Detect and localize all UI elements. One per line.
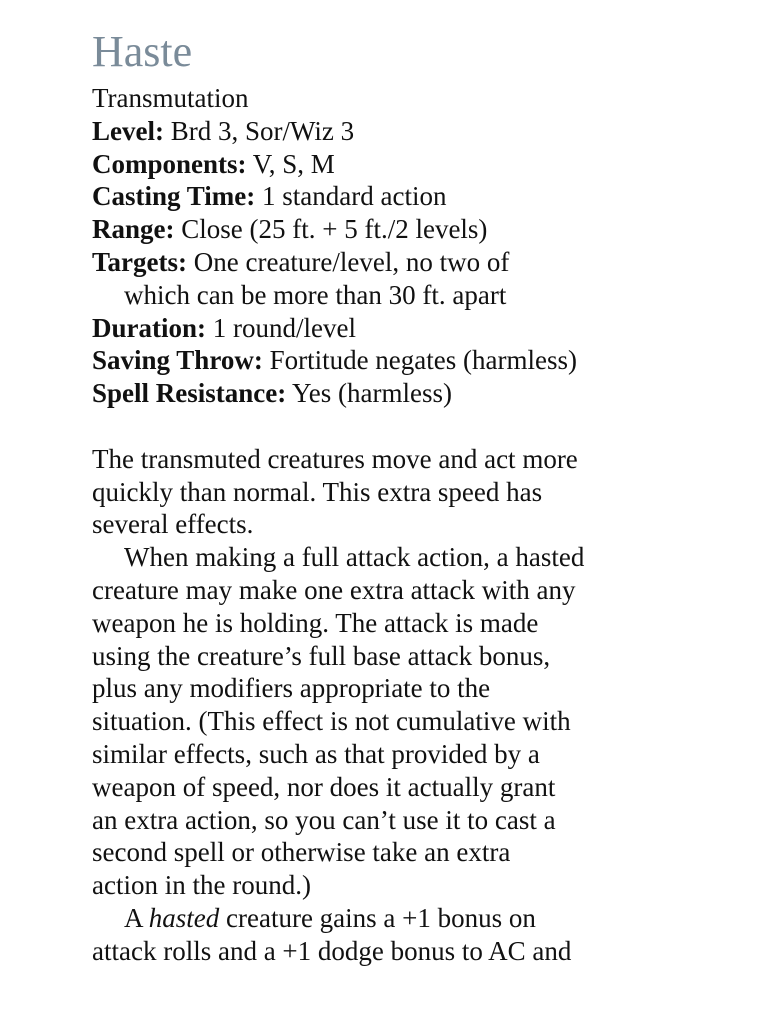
- text-line: action in the round.): [92, 870, 311, 901]
- stat-label: Range:: [92, 214, 175, 245]
- stat-range: [92, 213, 742, 246]
- stat-targets-continuation: which can be more than 30 ft. apart: [124, 279, 507, 310]
- paragraph-3: [92, 902, 742, 968]
- stat-value: 1 round/level: [206, 312, 356, 343]
- stat-casting-time: [92, 180, 742, 213]
- text-run: A: [124, 902, 149, 933]
- stat-value: Fortitude negates (harmless): [262, 345, 577, 376]
- stat-components: [92, 148, 742, 181]
- stat-label: Casting Time:: [92, 181, 256, 212]
- paragraph-2: [92, 541, 742, 902]
- stat-value: One creature/level, no two of: [187, 246, 510, 277]
- stat-label: Spell Resistance:: [92, 378, 287, 409]
- spell-name-italic: hasted: [148, 902, 220, 933]
- text-line: quickly than normal. This extra speed has: [92, 476, 543, 507]
- text-line: [92, 902, 742, 935]
- stat-value: V, S, M: [246, 148, 335, 179]
- stat-label: Saving Throw:: [92, 345, 263, 376]
- stat-value: Brd 3, Sor/Wiz 3: [163, 115, 355, 146]
- text-run: creature gains a +1 bonus on: [219, 902, 536, 933]
- text-line: several effects.: [92, 509, 254, 540]
- stat-label: Level:: [92, 115, 164, 146]
- text-line: weapon of speed, nor does it actually grant: [92, 771, 556, 802]
- paragraph-1: [92, 443, 742, 541]
- text-line: When making a full attack action, a hasted: [124, 542, 585, 573]
- spell-school: Transmutation: [92, 83, 249, 113]
- text-line: using the creature’s full base attack bonus,: [92, 640, 551, 671]
- stat-value: Yes (harmless): [286, 378, 452, 409]
- text-line: situation. (This effect is not cumulative with: [92, 706, 571, 737]
- text-line: The transmuted creatures move and act more: [92, 443, 578, 474]
- text-line: second spell or otherwise take an extra: [92, 837, 511, 868]
- stat-label: Duration:: [92, 312, 206, 343]
- stat-saving-throw: [92, 344, 742, 377]
- stat-value: 1 standard action: [255, 181, 447, 212]
- stat-duration: [92, 312, 742, 345]
- stat-spell-resistance: [92, 377, 742, 410]
- text-line: plus any modifiers appropriate to the: [92, 673, 491, 704]
- spell-stat-block: [92, 115, 742, 410]
- text-line: similar effects, such as that provided by a: [92, 738, 540, 769]
- text-line: creature may make one extra attack with any: [92, 574, 576, 605]
- stat-value: Close (25 ft. + 5 ft./2 levels): [174, 214, 488, 245]
- text-line: attack rolls and a +1 dodge bonus to AC and: [92, 935, 572, 966]
- spell-description: [92, 443, 742, 968]
- spell-entry: [92, 26, 742, 968]
- stat-label: Components:: [92, 148, 247, 179]
- spell-title: Haste: [92, 27, 193, 76]
- text-line: an extra action, so you can’t use it to cast a: [92, 804, 556, 835]
- stat-level: [92, 115, 742, 148]
- text-line: weapon he is holding. The attack is made: [92, 607, 539, 638]
- stat-label: Targets:: [92, 246, 187, 277]
- section-spacer: [92, 410, 742, 443]
- stat-targets: [92, 246, 742, 279]
